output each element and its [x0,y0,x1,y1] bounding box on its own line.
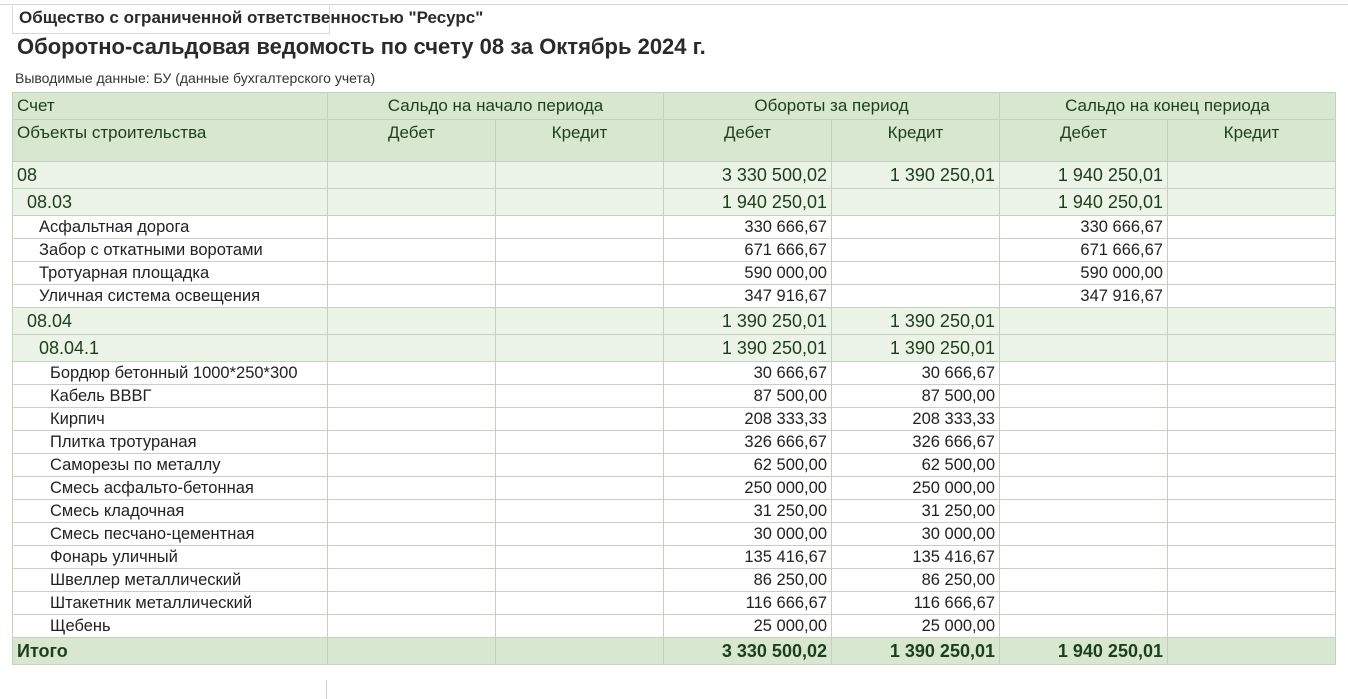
header-objects[interactable]: Объекты строительства [13,120,328,162]
closing-credit-cell[interactable] [1168,431,1336,454]
header-turnover[interactable]: Обороты за период [664,93,1000,120]
table-row[interactable] [13,362,1336,385]
opening-credit-cell[interactable] [496,239,664,262]
table-row[interactable] [13,523,1336,546]
turnover-credit-cell[interactable]: 87 500,00 [832,385,1000,408]
total-opening-debit[interactable] [328,638,496,665]
turnover-debit-cell[interactable]: 62 500,00 [664,454,832,477]
opening-debit-cell[interactable] [328,592,496,615]
closing-credit-cell[interactable] [1168,162,1336,189]
total-turnover-debit[interactable]: 3 330 500,02 [664,638,832,665]
closing-debit-cell[interactable]: 671 666,67 [1000,239,1168,262]
header-row-1 [13,93,1336,120]
turnover-debit-cell[interactable]: 250 000,00 [664,477,832,500]
frame-top-line [0,4,1348,5]
closing-credit-cell[interactable] [1168,477,1336,500]
closing-debit-cell[interactable] [1000,431,1168,454]
opening-credit-cell[interactable] [496,615,664,638]
account-group-row[interactable] [13,335,1336,362]
closing-debit-cell[interactable]: 1 940 250,01 [1000,189,1168,216]
object-name[interactable]: Смесь асфальто-бетонная [13,477,328,500]
table-row[interactable] [13,385,1336,408]
turnover-credit-cell[interactable]: 116 666,67 [832,592,1000,615]
turnover-debit-cell[interactable]: 347 916,67 [664,285,832,308]
closing-credit-cell[interactable] [1168,239,1336,262]
header-opening-credit[interactable]: Кредит [496,120,664,162]
opening-debit-cell[interactable] [328,431,496,454]
turnover-credit-cell[interactable] [832,239,1000,262]
turnover-debit-cell[interactable]: 31 250,00 [664,500,832,523]
account-group-row[interactable] [13,308,1336,335]
closing-debit-cell[interactable] [1000,385,1168,408]
closing-credit-cell[interactable] [1168,615,1336,638]
closing-debit-cell[interactable] [1000,500,1168,523]
opening-debit-cell[interactable] [328,308,496,335]
turnover-debit-cell[interactable]: 1 390 250,01 [664,308,832,335]
opening-credit-cell[interactable] [496,162,664,189]
turnover-debit-cell[interactable]: 671 666,67 [664,239,832,262]
closing-debit-cell[interactable]: 590 000,00 [1000,262,1168,285]
opening-debit-cell[interactable] [328,216,496,239]
closing-debit-cell[interactable] [1000,408,1168,431]
turnover-credit-cell[interactable]: 30 000,00 [832,523,1000,546]
closing-debit-cell[interactable] [1000,477,1168,500]
total-label[interactable]: Итого [13,638,328,665]
turnover-credit-cell[interactable]: 86 250,00 [832,569,1000,592]
closing-credit-cell[interactable] [1168,454,1336,477]
turnover-credit-cell[interactable]: 25 000,00 [832,615,1000,638]
object-name[interactable]: Кабель ВВВГ [13,385,328,408]
closing-credit-cell[interactable] [1168,523,1336,546]
closing-debit-cell[interactable] [1000,615,1168,638]
opening-debit-cell[interactable] [328,262,496,285]
opening-credit-cell[interactable] [496,569,664,592]
opening-credit-cell[interactable] [496,523,664,546]
object-name[interactable]: Плитка тротураная [13,431,328,454]
turnover-credit-cell[interactable]: 62 500,00 [832,454,1000,477]
turnover-debit-cell[interactable]: 3 330 500,02 [664,162,832,189]
object-name[interactable]: Тротуарная площадка [13,262,328,285]
closing-credit-cell[interactable] [1168,546,1336,569]
turnover-debit-cell[interactable]: 326 666,67 [664,431,832,454]
closing-debit-cell[interactable] [1000,335,1168,362]
total-closing-debit[interactable]: 1 940 250,01 [1000,638,1168,665]
turnover-credit-cell[interactable]: 250 000,00 [832,477,1000,500]
object-name[interactable]: Фонарь уличный [13,546,328,569]
header-turnover-credit[interactable]: Кредит [832,120,1000,162]
turnover-credit-cell[interactable]: 208 333,33 [832,408,1000,431]
table-row[interactable] [13,431,1336,454]
table-row[interactable] [13,454,1336,477]
turnover-debit-cell[interactable]: 30 000,00 [664,523,832,546]
turnover-credit-cell[interactable] [832,216,1000,239]
opening-debit-cell[interactable] [328,500,496,523]
turnover-debit-cell[interactable]: 1 940 250,01 [664,189,832,216]
table-row[interactable] [13,500,1336,523]
total-turnover-credit[interactable]: 1 390 250,01 [832,638,1000,665]
closing-debit-cell[interactable] [1000,308,1168,335]
header-row-2 [13,120,1336,162]
closing-credit-cell[interactable] [1168,569,1336,592]
table-row[interactable] [13,262,1336,285]
opening-debit-cell[interactable] [328,335,496,362]
table-row[interactable] [13,615,1336,638]
opening-debit-cell[interactable] [328,523,496,546]
opening-credit-cell[interactable] [496,362,664,385]
object-name[interactable]: Смесь кладочная [13,500,328,523]
closing-credit-cell[interactable] [1168,500,1336,523]
closing-credit-cell[interactable] [1168,308,1336,335]
opening-credit-cell[interactable] [496,431,664,454]
closing-credit-cell[interactable] [1168,285,1336,308]
opening-credit-cell[interactable] [496,308,664,335]
turnover-debit-cell[interactable]: 135 416,67 [664,546,832,569]
closing-credit-cell[interactable] [1168,216,1336,239]
opening-debit-cell[interactable] [328,189,496,216]
object-name[interactable]: Щебень [13,615,328,638]
turnover-debit-cell[interactable]: 1 390 250,01 [664,335,832,362]
turnover-credit-cell[interactable] [832,262,1000,285]
object-name[interactable]: Уличная система освещения [13,285,328,308]
object-name[interactable]: Кирпич [13,408,328,431]
opening-credit-cell[interactable] [496,216,664,239]
table-row[interactable] [13,216,1336,239]
report-title: Оборотно-сальдовая ведомость по счету 08 за Октябрь 2024 г. [17,34,706,59]
header-closing-balance[interactable]: Сальдо на конец периода [1000,93,1336,120]
closing-credit-cell[interactable] [1168,385,1336,408]
closing-debit-cell[interactable] [1000,569,1168,592]
account-group-row[interactable] [13,189,1336,216]
balance-sheet-table [12,92,1336,665]
opening-debit-cell[interactable] [328,385,496,408]
report-parameters: Выводимые данные: БУ (данные бухгалтерского учета) [15,70,376,86]
header-account[interactable]: Счет [13,93,328,120]
account-code[interactable]: 08.03 [13,189,328,216]
account-group-row[interactable] [13,162,1336,189]
turnover-debit-cell[interactable]: 330 666,67 [664,216,832,239]
opening-credit-cell[interactable] [496,408,664,431]
closing-debit-cell[interactable] [1000,546,1168,569]
header-opening-debit[interactable]: Дебет [328,120,496,162]
closing-credit-cell[interactable] [1168,362,1336,385]
opening-debit-cell[interactable] [328,477,496,500]
turnover-credit-cell[interactable]: 326 666,67 [832,431,1000,454]
account-code[interactable]: 08.04 [13,308,328,335]
turnover-credit-cell[interactable]: 31 250,00 [832,500,1000,523]
turnover-credit-cell[interactable] [832,189,1000,216]
turnover-debit-cell[interactable]: 30 666,67 [664,362,832,385]
closing-credit-cell[interactable] [1168,408,1336,431]
opening-credit-cell[interactable] [496,285,664,308]
turnover-debit-cell[interactable]: 590 000,00 [664,262,832,285]
opening-credit-cell[interactable] [496,262,664,285]
table-row[interactable] [13,477,1336,500]
opening-credit-cell[interactable] [496,189,664,216]
opening-debit-cell[interactable] [328,362,496,385]
opening-debit-cell[interactable] [328,162,496,189]
closing-debit-cell[interactable] [1000,592,1168,615]
closing-credit-cell[interactable] [1168,592,1336,615]
header-turnover-debit[interactable]: Дебет [664,120,832,162]
column-border-extension [326,680,327,699]
table-body [13,162,1336,638]
table-row[interactable] [13,569,1336,592]
table-row[interactable] [13,239,1336,262]
object-name[interactable]: Бордюр бетонный 1000*250*300 [13,362,328,385]
header-closing-debit[interactable]: Дебет [1000,120,1168,162]
turnover-debit-cell[interactable]: 116 666,67 [664,592,832,615]
closing-debit-cell[interactable]: 330 666,67 [1000,216,1168,239]
closing-debit-cell[interactable]: 1 940 250,01 [1000,162,1168,189]
object-name[interactable]: Асфальтная дорога [13,216,328,239]
opening-debit-cell[interactable] [328,408,496,431]
object-name[interactable]: Штакетник металлический [13,592,328,615]
turnover-credit-cell[interactable]: 1 390 250,01 [832,335,1000,362]
opening-credit-cell[interactable] [496,335,664,362]
turnover-credit-cell[interactable]: 1 390 250,01 [832,162,1000,189]
table-row[interactable] [13,546,1336,569]
closing-debit-cell[interactable] [1000,362,1168,385]
table-row[interactable] [13,592,1336,615]
closing-credit-cell[interactable] [1168,335,1336,362]
opening-credit-cell[interactable] [496,546,664,569]
object-name[interactable]: Саморезы по металлу [13,454,328,477]
object-name[interactable]: Смесь песчано-цементная [13,523,328,546]
opening-debit-cell[interactable] [328,546,496,569]
turnover-credit-cell[interactable]: 30 666,67 [832,362,1000,385]
organization-name: Общество с ограниченной ответственностью "Ресурс" [12,6,330,34]
turnover-credit-cell[interactable]: 1 390 250,01 [832,308,1000,335]
turnover-debit-cell[interactable]: 87 500,00 [664,385,832,408]
turnover-credit-cell[interactable]: 135 416,67 [832,546,1000,569]
opening-debit-cell[interactable] [328,615,496,638]
table-row[interactable] [13,408,1336,431]
object-name[interactable]: Забор с откатными воротами [13,239,328,262]
header-closing-credit[interactable]: Кредит [1168,120,1336,162]
total-opening-credit[interactable] [496,638,664,665]
opening-credit-cell[interactable] [496,385,664,408]
turnover-credit-cell[interactable] [832,285,1000,308]
opening-credit-cell[interactable] [496,592,664,615]
closing-debit-cell[interactable] [1000,523,1168,546]
object-name[interactable]: Швеллер металлический [13,569,328,592]
account-code[interactable]: 08.04.1 [13,335,328,362]
closing-debit-cell[interactable] [1000,454,1168,477]
closing-credit-cell[interactable] [1168,189,1336,216]
turnover-debit-cell[interactable]: 86 250,00 [664,569,832,592]
account-code[interactable]: 08 [13,162,328,189]
turnover-debit-cell[interactable]: 208 333,33 [664,408,832,431]
opening-debit-cell[interactable] [328,285,496,308]
closing-debit-cell[interactable]: 347 916,67 [1000,285,1168,308]
opening-debit-cell[interactable] [328,454,496,477]
header-opening-balance[interactable]: Сальдо на начало периода [328,93,664,120]
closing-credit-cell[interactable] [1168,262,1336,285]
turnover-debit-cell[interactable]: 25 000,00 [664,615,832,638]
total-row[interactable] [13,638,1336,665]
table-row[interactable] [13,285,1336,308]
opening-debit-cell[interactable] [328,239,496,262]
opening-credit-cell[interactable] [496,500,664,523]
opening-debit-cell[interactable] [328,569,496,592]
opening-credit-cell[interactable] [496,454,664,477]
opening-credit-cell[interactable] [496,477,664,500]
total-closing-credit[interactable] [1168,638,1336,665]
